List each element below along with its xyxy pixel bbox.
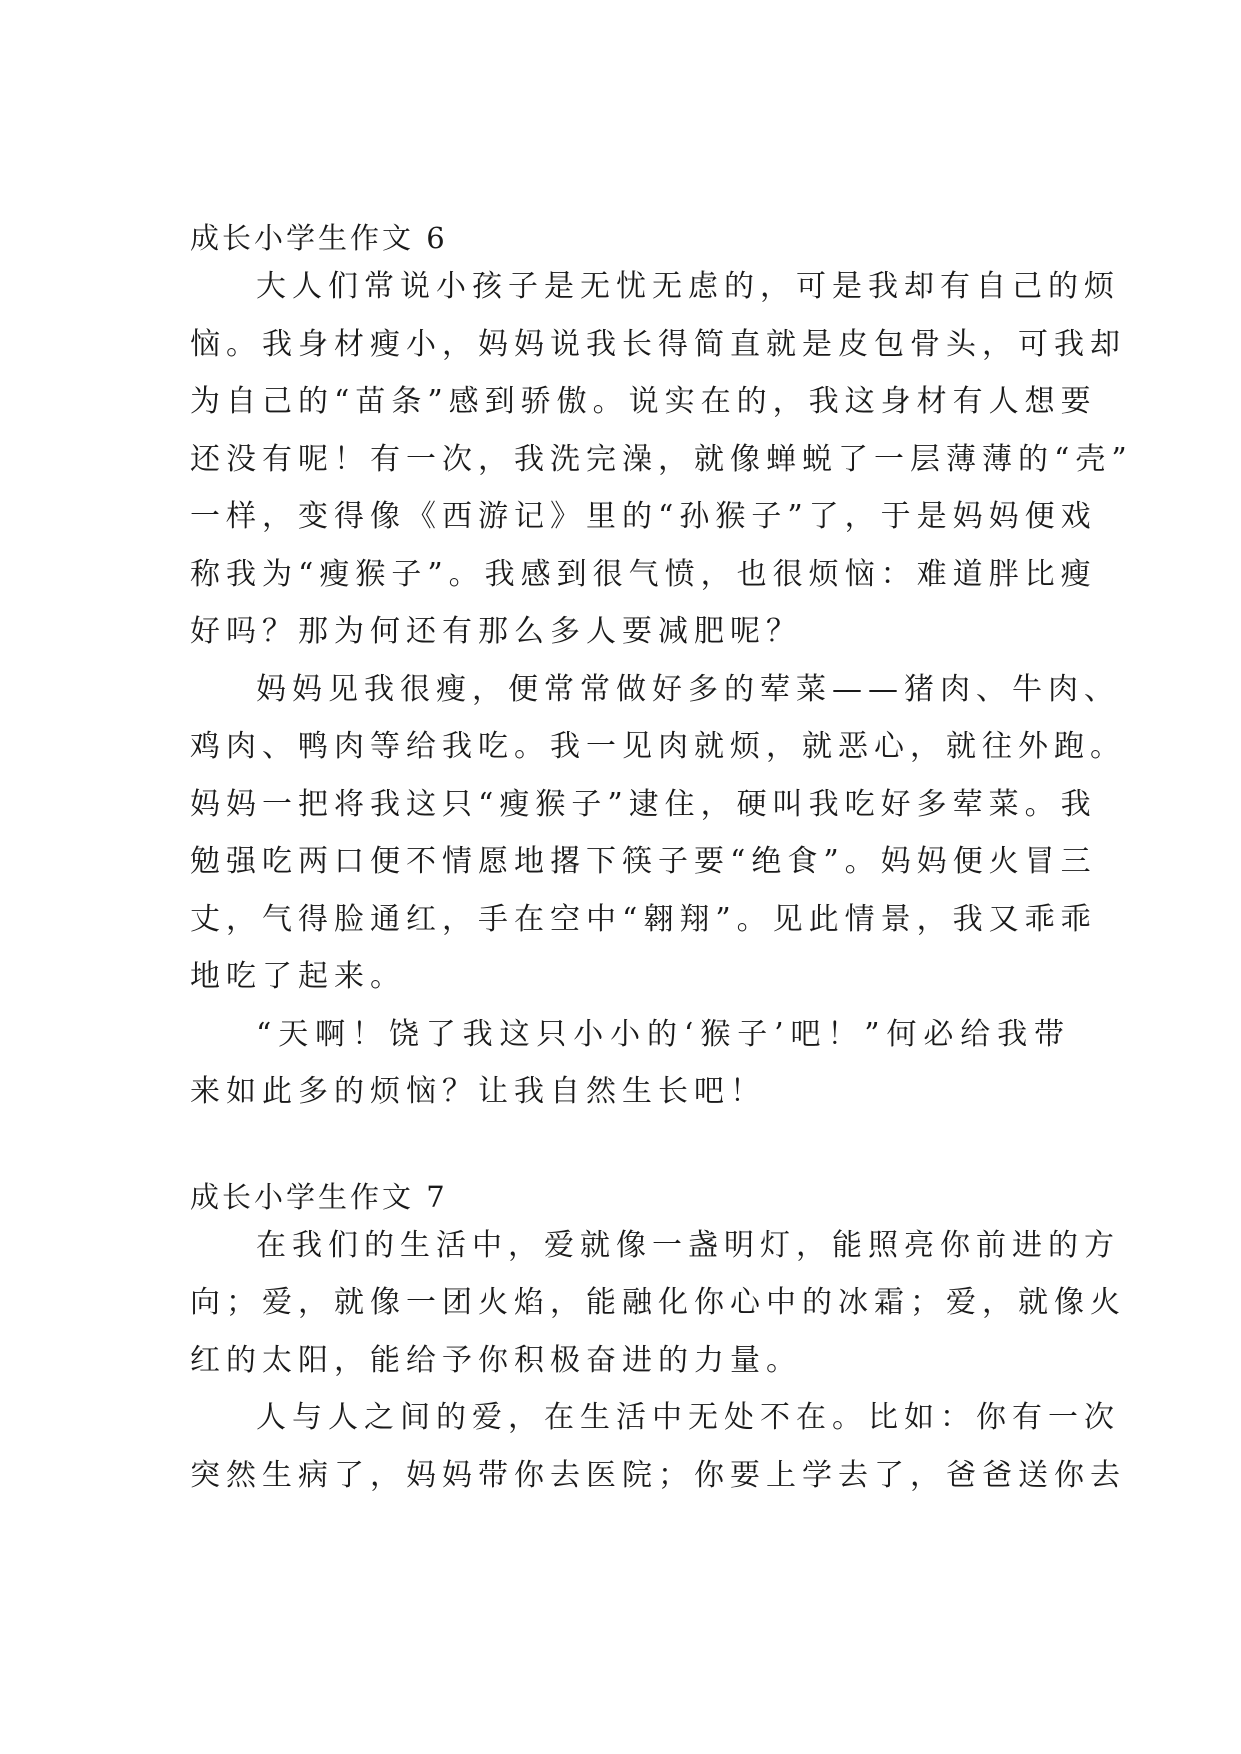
essay-section-6 <box>190 218 1133 1121</box>
section-title: 成长小学生作文 7 <box>190 1179 448 1214</box>
paragraph-line: 丈，气得脸通红，手在空中“翱翔”。见此情景，我又乖乖 <box>190 901 1097 937</box>
paragraph-line: 大人们常说小孩子是无忧无虑的，可是我却有自己的烦 <box>256 269 1120 304</box>
paragraph-line: 一样，变得像《西游记》里的“孙猴子”了，于是妈妈便戏 <box>190 499 1097 534</box>
paragraph-line: 还没有呢！有一次，我洗完澡，就像蝉蜕了一层薄薄的“壳” <box>190 441 1133 477</box>
paragraph-line: 妈妈见我很瘦，便常常做好多的荤菜——猪肉、牛肉、 <box>256 671 1120 707</box>
paragraph-line: 好吗？那为何还有那么多人要减肥呢？ <box>190 614 802 649</box>
paragraph-line: 称我为“瘦猴子”。我感到很气愤，也很烦恼：难道胖比瘦 <box>190 556 1097 592</box>
paragraph-line: 为自己的“苗条”感到骄傲。说实在的，我这身材有人想要 <box>190 384 1097 419</box>
paragraph-line: 来如此多的烦恼？让我自然生长吧！ <box>190 1074 766 1109</box>
paragraph-line: 地吃了起来。 <box>190 959 406 994</box>
section-gap <box>190 1121 1070 1177</box>
paragraph-line: 鸡肉、鸭肉等给我吃。我一见肉就烦，就恶心，就往外跑。 <box>190 729 1126 764</box>
paragraph-line: 在我们的生活中，爱就像一盏明灯，能照亮你前进的方 <box>256 1227 1120 1263</box>
document-page <box>190 218 1133 1504</box>
paragraph-line: 人与人之间的爱，在生活中无处不在。比如：你有一次 <box>256 1400 1120 1435</box>
paragraph-line: 妈妈一把将我这只“瘦猴子”逮住，硬叫我吃好多荤菜。我 <box>190 786 1097 822</box>
paragraph-line: 向；爱，就像一团火焰，能融化你心中的冰霜；爱，就像火 <box>190 1285 1126 1320</box>
essay-section-7 <box>190 1177 1126 1505</box>
paragraph-line: 红的太阳，能给予你积极奋进的力量。 <box>190 1342 802 1378</box>
section-title: 成长小学生作文 6 <box>190 221 448 255</box>
paragraph-line: 勉强吃两口便不情愿地撂下筷子要“绝食”。妈妈便火冒三 <box>190 844 1097 879</box>
paragraph-line: 突然生病了，妈妈带你去医院；你要上学去了，爸爸送你去 <box>190 1457 1126 1493</box>
paragraph-line: 恼。我身材瘦小，妈妈说我长得简直就是皮包骨头，可我却 <box>190 326 1126 362</box>
paragraph-line: “天啊！饶了我这只小小的‘猴子’吧！”何必给我带 <box>256 1016 1070 1052</box>
